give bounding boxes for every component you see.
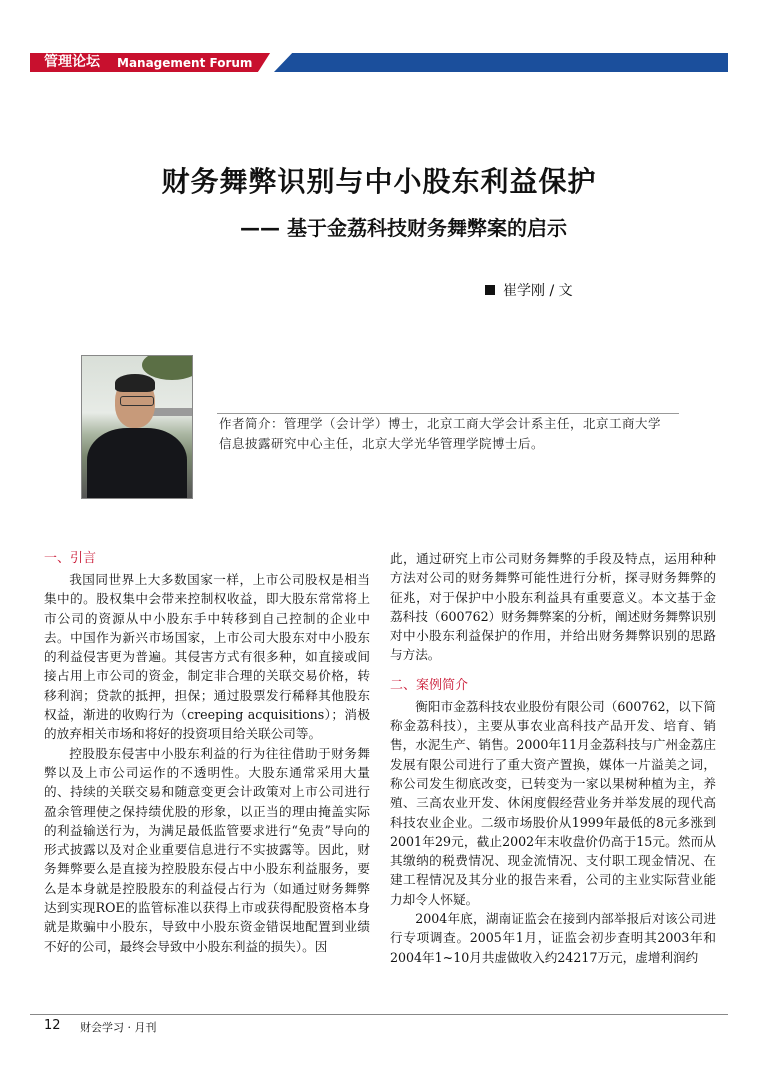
author-photo — [81, 355, 193, 499]
author-byline — [485, 280, 573, 300]
journal-name: 财会学习 · 月刊 — [80, 1021, 157, 1034]
section-label-en: Management Forum — [117, 56, 253, 70]
paragraph: 衡阳市金荔科技农业股份有限公司（600762，以下简称金荔科技），主要从事农业高科技产品开发、培育、销售，水泥生产、销售。2000年11月金荔科技与广州金荔庄发展有限公司进行了重大资产置换，媒体一片溢美之词，称公司发生彻底改变，已转变为一家以果树种植为主，养殖、三高农业开发、休闲度假经营业务并举发展的现代高科技农业企业。二级市场股价从1999年最低的8元多涨到2001年29元，截止2002年末收盘价仍高于15元。然而从其缴纳的税费情况、现金流情况、支付职工现金情况、在建工程情况及其分业的报告来看，公司的主业实际营业能力却令人怀疑。 — [390, 698, 716, 907]
paragraph: 我国同世界上大多数国家一样，上市公司股权是相当集中的。股权集中会带来控制权收益，即大股东常常将上市公司的资源从中小股东手中转移到自己控制的企业中去。中国作为新兴市场国家，上市公司大股东对中小股东的利益侵害更为普遍。其侵害方式有很多种，如直接或间接占用上市公司的资金，制定非合理的关联交易价格，转移利润；贷款的抵押，担保；通过股票发行稀释其他股东权益，渐进的收购行为（creeping acquisitions）；消极的放弃相关市场和将好的投资项目给关联公司等。 — [44, 572, 370, 742]
section-label-cn: 管理论坛 — [44, 54, 100, 70]
square-bullet-icon — [485, 285, 495, 295]
footer-divider — [30, 1014, 728, 1015]
bio-line-1: 作者简介：管理学（会计学）博士，北京工商大学会计系主任，北京工商大学 — [219, 416, 662, 431]
left-column — [44, 549, 370, 956]
section-heading-intro: 一、引言 — [44, 551, 97, 566]
paragraph: 2004年底，湖南证监会在接到内部举报后对该公司进行专项调查。2005年1月，证监会初步查明其2003年和2004年1~10月共虚做收入约24217万元，虚增利润约 — [390, 911, 716, 965]
paragraph: 控股股东侵害中小股东利益的行为往往借助于财务舞弊以及上市公司运作的不透明性。大股东通常采用大量的、持续的关联交易和随意变更会计政策对上市公司进行盈余管理使之保持绩优股的形象，以正当的理由掩盖实际的利益输送行为，为满足最低监管要求进行“免责”导向的形式披露以及对企业重要信息进行不实披露等。因此，财务舞弊要么是直接为控股股东侵占中小股东利益服务，要么是本身就是控股股东的利益侵占行为（如通过财务舞弊达到实现ROE的监管标准以获得上市或获得配股资格本身就是欺骗中小股东，导致中小股东资金错误地配置到业绩不好的公司，最终会导致中小股东利益的损失）。因 — [44, 745, 370, 954]
paragraph: 此，通过研究上市公司财务舞弊的手段及特点，运用种种方法对公司的财务舞弊可能性进行分析，探寻财务舞弊的征兆，对于保护中小股东利益具有重要意义。本文基于金荔科技（600762）财务舞弊案的分析，阐述财务舞弊识别对中小股东利益保护的作用，并给出财务舞弊识别的思路与方法。 — [390, 551, 716, 663]
section-heading-case: 二、案例简介 — [390, 677, 469, 693]
bio-line-2: 信息披露研究中心主任，北京大学光华管理学院博士后。 — [219, 436, 545, 451]
author-name: 崔学刚 / 文 — [503, 283, 573, 299]
article-subtitle: —— 基于金荔科技财务舞弊案的启示 — [240, 216, 567, 240]
right-column — [390, 549, 716, 967]
page-number: 12 — [44, 1018, 61, 1033]
author-bio — [219, 414, 684, 454]
article-title: 财务舞弊识别与中小股东利益保护 — [161, 165, 597, 198]
header-blue-bar — [274, 53, 728, 72]
